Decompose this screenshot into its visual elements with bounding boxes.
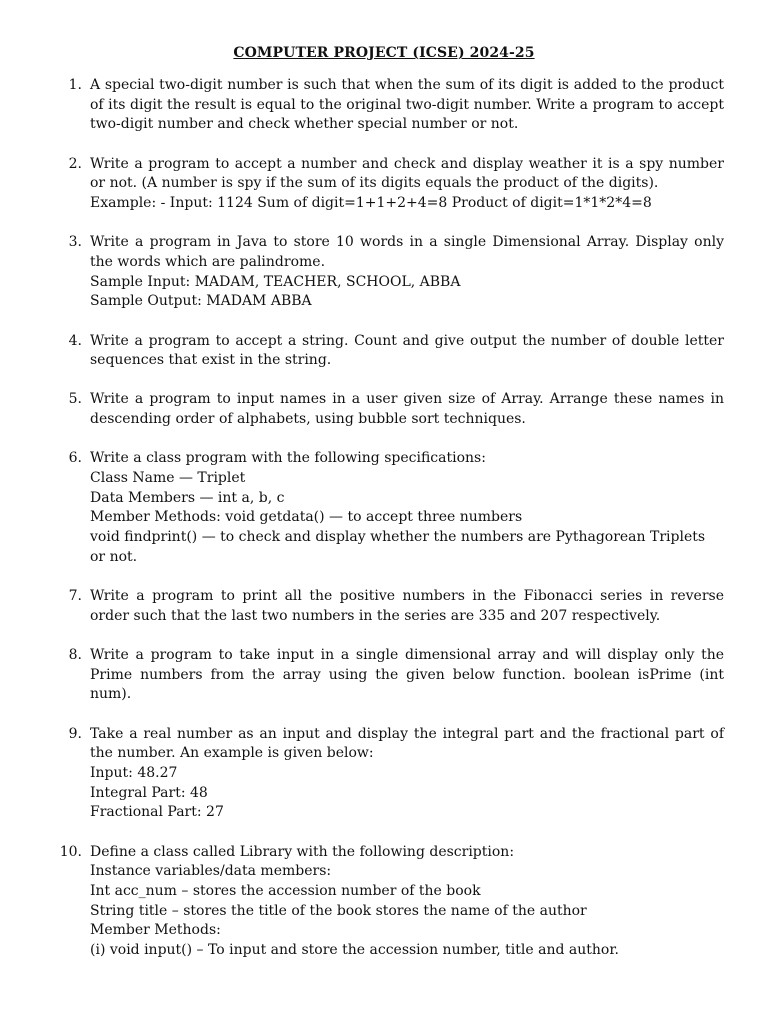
- question-item: [0, 587, 768, 626]
- question-text: Write a program in Java to store 10 words in a single Dimensional Array. Display only the words which are palindrome.: [90, 234, 724, 270]
- example-input: Input: 48.27: [90, 764, 178, 781]
- question-text: Write a program to print all the positive numbers in the Fibonacci series in reverse order such that the last two numbers in the series are 335 and 207 respectively.: [90, 588, 724, 624]
- question-text: Take a real number as an input and display the integral part and the fractional part of the number. An example is given below:: [90, 725, 724, 762]
- question-text: Write a class program with the following specifications:: [90, 450, 486, 467]
- class-name-line: Class Name — Triplet: [90, 470, 246, 487]
- question-item: [0, 449, 768, 567]
- question-list: [0, 76, 768, 961]
- findprint-line: void findprint() — to check and display whether the numbers are Pythagorean Triplets or not.: [90, 529, 706, 565]
- question-item: [0, 646, 768, 705]
- question-number: 1.: [68, 77, 82, 93]
- question-number: 9.: [68, 725, 82, 742]
- member-methods-heading: Member Methods:: [90, 922, 221, 939]
- question-number: 2.: [68, 155, 82, 172]
- data-members-line: Data Members — int a, b, c: [90, 489, 285, 506]
- member-methods-line: Member Methods: void getdata() — to accept three numbers: [90, 509, 523, 526]
- question-item: [0, 233, 768, 312]
- question-item: [0, 76, 768, 135]
- example-fractional-part: Fractional Part: 27: [90, 804, 224, 821]
- question-number: 4.: [68, 332, 82, 349]
- question-item: [0, 155, 768, 214]
- page-title: COMPUTER PROJECT (ICSE) 2024-25: [233, 45, 535, 61]
- question-number: 7.: [68, 588, 82, 605]
- input-method-line: (i) void input() – To input and store the accession number, title and author.: [90, 942, 619, 959]
- question-number: 8.: [68, 646, 82, 663]
- sample-output: Sample Output: MADAM ABBA: [90, 293, 312, 310]
- question-number: 3.: [68, 234, 82, 251]
- question-text: Define a class called Library with the following description:: [90, 843, 515, 860]
- question-item: [0, 843, 768, 961]
- question-text: Write a program to accept a string. Count and give output the number of double letter sequences that exist in the string.: [90, 332, 724, 369]
- question-text: Write a program to accept a number and check and display weather it is a spy number or not. (A number is spy if the sum of its digits equals the product of the digits).: [90, 155, 724, 192]
- question-text: Write a program to take input in a single dimensional array and will display only the Prime numbers from the array using the given below function. boolean isPrime (int num).: [90, 646, 724, 703]
- question-number: 10.: [59, 843, 82, 860]
- question-example: Example: - Input: 1124 Sum of digit=1+1+2+4=8 Product of digit=1*1*2*4=8: [90, 195, 652, 212]
- question-number: 5.: [68, 391, 82, 408]
- question-item: [0, 725, 768, 824]
- question-number: 6.: [68, 450, 82, 467]
- acc-num-line: Int acc_num – stores the accession number of the book: [90, 883, 481, 899]
- sample-input: Sample Input: MADAM, TEACHER, SCHOOL, ABBA: [90, 273, 461, 290]
- question-text: Write a program to input names in a user given size of Array. Arrange these names in descending order of alphabets, using bubble sort techniques.: [90, 391, 724, 428]
- title-line: String title – stores the title of the book stores the name of the author: [90, 902, 587, 919]
- instance-variables-heading: Instance variables/data members:: [90, 863, 332, 880]
- question-text: A special two-digit number is such that when the sum of its digit is added to the product of its digit the result is equal to the original two-digit number. Write a program to accept two-digit number and check whether special number or not.: [90, 77, 724, 133]
- example-integral-part: Integral Part: 48: [90, 784, 208, 801]
- question-item: [0, 390, 768, 429]
- question-item: [0, 332, 768, 371]
